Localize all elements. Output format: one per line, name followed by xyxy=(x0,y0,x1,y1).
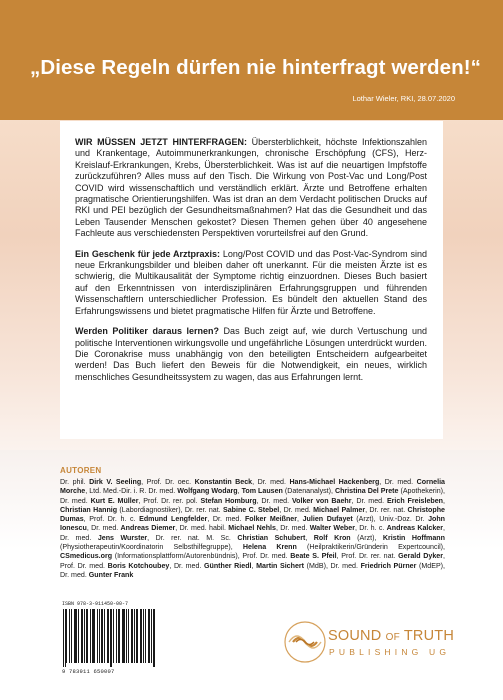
author-title: Dr. rer. nat. M. Sc. xyxy=(155,533,238,542)
author-affiliation: , xyxy=(256,496,262,505)
barcode-bar xyxy=(110,609,111,667)
author-name: Folker Meißner xyxy=(244,515,298,524)
author-affiliation: , xyxy=(207,515,213,524)
sound-wave-icon xyxy=(283,620,327,664)
author-name: Volker von Baehr xyxy=(291,496,352,505)
blurb-text xyxy=(75,137,427,392)
author-affiliation: (Apothekerin), xyxy=(398,487,446,496)
publisher-name xyxy=(328,628,454,644)
headline-quote: „Diese Regeln dürfen nie hinterfragt werden!“ xyxy=(30,56,482,79)
author-name: Hans-Michael Hackenberg xyxy=(289,478,380,486)
author-affiliation: (Heilpraktikerin/Gründerin Expertcouncil), xyxy=(296,543,445,552)
author-affiliation: , xyxy=(141,478,147,486)
barcode-bar xyxy=(101,609,102,663)
author-name: Christina Del Prete xyxy=(334,487,399,496)
blurb-body-3: Das Buch zeigt auf, wie durch Vertuschung und politische Interventionen wirkungsvolle und ungefährliche Lösungen unterdrückt wurden. Die Coronakrise muss unabhängig von den beteiligten Entscheidern aufgearbeitet werden! Das Buch liefert den Beweis für die Notwendigkeit, ein neues, wirklich menschliches Gesundheitssystem zu wagen, das aus Erfahrungen lernt. xyxy=(75,326,427,382)
author-affiliation: , xyxy=(305,533,314,542)
barcode-bar xyxy=(140,609,141,663)
barcode-bar xyxy=(148,609,149,663)
barcode-bar xyxy=(78,609,79,663)
author-name: Christian Hannig xyxy=(60,505,118,514)
author-title: Dr. med. xyxy=(280,524,310,533)
barcode-bar xyxy=(153,609,154,667)
author-affiliation: (Labordiagnostiker), xyxy=(117,505,185,514)
author-name: Martin Sichert xyxy=(256,561,305,570)
blurb-body-1: Übersterblichkeit, höchste Infektionszahlen und Krankentage, Autoimmunerkrankungen, chronische Erschöpfung (CFS), Herz-Kreislauf-Erkrankungen, Krebs, Übersterblichkeit. Was ist auf die neuartigen Impfstoffe zurückzuführen? Alles muss auf den Tisch. Die Wirkung von Post-Vac und Long/Post COVID wird wissenschaftlich und verständlich erklärt. Ärzte und Betroffene erhalten pragmatische Orientierungshilfen. Was ist dran an dem Verdacht politischen Drucks auf RKI und PEI bezüglich der Gesundheitsmaßnahmen? Hat das die Gesundheit und das Leben Tausender Menschen gekostet? Diesen Themen gehen über 40 angesehene Fachleute aus verschiedensten Perspektiven vorurteilsfrei auf den Grund. xyxy=(75,137,427,239)
barcode-bar xyxy=(66,609,67,663)
author-affiliation: , xyxy=(351,496,357,505)
barcode-bar xyxy=(90,609,91,663)
barcode-bar xyxy=(93,609,94,663)
author-name: Günther Riedl xyxy=(203,561,252,570)
authors-heading: AUTOREN xyxy=(60,466,102,475)
author-affiliation: , xyxy=(237,487,242,496)
author-name: Gerald Dyker xyxy=(398,552,444,561)
author-affiliation: (Arzt), xyxy=(352,515,380,524)
barcode-bar xyxy=(126,609,127,663)
author-affiliation: , xyxy=(147,533,156,542)
blurb-body-2: Long/Post COVID und das Post-Vac-Syndrom sind neue Erkrankungsbilder und bleiben daher oft unerkannt. Für die meisten Ärzte ist es schwierig, die Multikausalität der Symptome richtig einzuordnen. Dieses Buch basiert auf den Erkenntnissen von interdisziplinären Erfahrungsgruppen und führenden Wissenschaftlern unterschiedlicher Profession. Es bündelt den aktuellen Stand des Erfahrungswissens und bietet pragmatische Hilfen für Ärzte und Betroffene. xyxy=(75,248,427,316)
barcode-bar xyxy=(69,609,70,663)
author-title: Dr. med. xyxy=(384,478,417,486)
barcode-bar xyxy=(92,609,93,663)
author-affiliation: , xyxy=(175,524,180,533)
barcode-bar xyxy=(141,609,142,663)
isbn-text: ISBN 978-3-911450-00-7 xyxy=(62,601,129,607)
barcode-bar xyxy=(87,609,88,663)
quote-attribution: Lothar Wieler, RKI, 28.07.2020 xyxy=(352,94,455,103)
author-name: Christophe Dumas xyxy=(60,505,445,524)
author-title: Prof. Dr. oec. xyxy=(146,478,195,486)
barcode-bar xyxy=(84,609,85,663)
author-name: Erich Freisleben xyxy=(386,496,444,505)
barcode-bar xyxy=(71,609,72,663)
author-affiliation: , xyxy=(354,524,360,533)
author-name: Michael Nehls xyxy=(228,524,276,533)
author-name: Julien Dufayet xyxy=(302,515,353,524)
author-title: Dr. med. xyxy=(60,533,98,542)
author-affiliation: (MdB), xyxy=(304,561,331,570)
author-affiliation: , xyxy=(83,515,90,524)
author-name: Boris Kotchoubey xyxy=(107,561,170,570)
barcode-bar xyxy=(154,609,155,667)
author-affiliation: , xyxy=(443,524,445,533)
author-name: Kurt E. Müller xyxy=(90,496,139,505)
author-title: Dr. med. xyxy=(60,496,91,505)
author-title: Dr. med. xyxy=(257,478,290,486)
barcode-bar xyxy=(94,609,95,663)
author-title: Dr. med. habil. xyxy=(179,524,229,533)
barcode-bar xyxy=(137,609,138,663)
barcode-bar xyxy=(75,609,76,663)
barcode-bar xyxy=(99,609,100,663)
barcode-bar xyxy=(82,609,83,663)
author-name: Dirk V. Seeling xyxy=(89,478,142,486)
author-affiliation: (MdEP), xyxy=(416,561,446,570)
author-title: Dr. rer. nat. xyxy=(369,505,408,514)
author-affiliation: , xyxy=(336,552,342,561)
barcode-bar xyxy=(108,609,109,663)
barcode-bar xyxy=(136,609,137,663)
blurb-lead-2: Ein Geschenk für jede Arztpraxis: xyxy=(75,248,221,259)
blurb-lead-3: Werden Politiker daraus lernen? xyxy=(75,326,220,337)
author-name: Andreas Kalcker xyxy=(386,524,443,533)
authors-list xyxy=(60,478,445,580)
author-affiliation: , xyxy=(443,496,446,505)
author-affiliation: , xyxy=(275,524,281,533)
author-name: Michael Palmer xyxy=(313,505,366,514)
author-affiliation: , xyxy=(85,487,90,496)
publisher-name-c: TRUTH xyxy=(399,628,454,644)
barcode-bar xyxy=(74,609,75,663)
author-title: Dr. med. xyxy=(356,496,387,505)
author-title: Prof. Dr. med. xyxy=(242,552,291,561)
barcode-bar xyxy=(123,609,124,663)
barcode-bar xyxy=(132,609,133,663)
barcode-bar xyxy=(116,609,117,663)
author-title: Dr. med. xyxy=(261,496,292,505)
blurb-lead-1: WIR MÜSSEN JETZT HINTERFRAGEN: xyxy=(75,137,247,147)
barcode-bar xyxy=(97,609,98,663)
barcode xyxy=(60,600,160,676)
author-name: Tom Lausen xyxy=(241,487,283,496)
author-name: Wolfgang Wodarg xyxy=(177,487,238,496)
author-title: Dr. phil. xyxy=(60,478,90,486)
author-affiliation: , xyxy=(138,496,144,505)
barcode-bar xyxy=(81,609,82,663)
barcode-bar xyxy=(151,609,152,663)
author-affiliation: (Informationsplattform/Autorenbündnis), xyxy=(112,552,243,561)
author-name: Gunter Frank xyxy=(88,570,134,579)
author-name: Cornelia Morche xyxy=(60,478,445,496)
blurb-paragraph-1 xyxy=(75,137,427,240)
barcode-bar xyxy=(134,609,135,663)
author-title: Dr. med. xyxy=(91,524,121,533)
author-name: John Ionescu xyxy=(60,515,446,533)
publisher-name-a: SOUND xyxy=(328,628,386,644)
author-title: Prof. Dr. med. xyxy=(60,561,108,570)
barcode-bar xyxy=(113,609,114,663)
author-title: Dr. med. xyxy=(60,570,89,579)
author-affiliation: , xyxy=(279,505,284,514)
barcode-bar xyxy=(63,609,64,667)
barcode-bar xyxy=(76,609,77,663)
barcode-number: 9 783911 650007 xyxy=(62,668,115,675)
author-title: Dr. med. xyxy=(173,561,204,570)
author-affiliation: , xyxy=(86,524,92,533)
author-title: Prof. Dr. rer. pol. xyxy=(143,496,201,505)
author-affiliation: , xyxy=(379,478,385,486)
author-name: Jens Wurster xyxy=(97,533,148,542)
author-name: Beate S. Pfeil xyxy=(290,552,337,561)
blurb-paragraph-3 xyxy=(75,326,427,383)
barcode-bar xyxy=(65,609,66,667)
barcode-bar xyxy=(111,609,112,667)
author-title: Dr. rer. nat. xyxy=(184,505,223,514)
author-affiliation: , xyxy=(365,505,370,514)
author-name: Edmund Lengfelder xyxy=(139,515,208,524)
author-affiliation: , xyxy=(251,561,257,570)
publisher-name-b: OF xyxy=(385,632,400,643)
barcode-bar xyxy=(131,609,132,663)
publisher-logo xyxy=(283,620,483,680)
author-affiliation: , xyxy=(169,561,174,570)
author-title: Dr. med. xyxy=(330,561,361,570)
author-title: Dr. med. xyxy=(212,515,245,524)
barcode-bar xyxy=(104,609,105,663)
author-affiliation: , xyxy=(297,515,303,524)
barcode-bar xyxy=(119,609,120,663)
author-title: Ltd. Med.-Dir. i. R. Dr. med. xyxy=(89,487,178,496)
author-title: Univ.-Doz. Dr. xyxy=(379,515,429,524)
author-title: Prof. Dr. rer. nat. xyxy=(341,552,399,561)
author-name: Helena Krenn xyxy=(242,543,297,552)
author-name: CSmedicus.org xyxy=(60,552,113,561)
author-title: Dr. med. xyxy=(283,505,314,514)
barcode-bar xyxy=(149,609,150,663)
publisher-subtitle: PUBLISHING UG xyxy=(329,647,451,657)
author-name: Christian Schubert xyxy=(237,533,306,542)
author-name: Sabine C. Stebel xyxy=(222,505,280,514)
author-title: Prof. Dr. h. c. xyxy=(89,515,140,524)
author-name: Kristin Hoffmann xyxy=(382,533,445,542)
barcode-bar xyxy=(118,609,119,663)
author-affiliation: (Physiotherapeutin/Koordinatorin Selbsthilfegruppe), xyxy=(60,543,243,552)
barcode-bar xyxy=(107,609,108,663)
barcode-bars xyxy=(63,609,157,667)
barcode-bar xyxy=(145,609,146,663)
author-title: Dr. h. c. xyxy=(359,524,387,533)
barcode-bar xyxy=(122,609,123,663)
author-name: Rolf Kron xyxy=(313,533,351,542)
blurb-paragraph-2 xyxy=(75,249,427,317)
barcode-bar xyxy=(86,609,87,663)
barcode-bar xyxy=(124,609,125,663)
barcode-bar xyxy=(128,609,129,663)
author-name: Konstantin Beck xyxy=(194,478,253,486)
author-name: Friedrich Pürner xyxy=(360,561,417,570)
author-name: Andreas Diemer xyxy=(120,524,176,533)
barcode-bar xyxy=(143,609,144,663)
author-affiliation: (Datenanalyst), xyxy=(282,487,335,496)
author-affiliation: , xyxy=(443,552,445,561)
author-name: Stefan Homburg xyxy=(200,496,257,505)
author-affiliation: (Arzt), xyxy=(350,533,383,542)
author-affiliation: , xyxy=(252,478,258,486)
author-name: Walter Weber xyxy=(309,524,355,533)
barcode-bar xyxy=(102,609,103,663)
